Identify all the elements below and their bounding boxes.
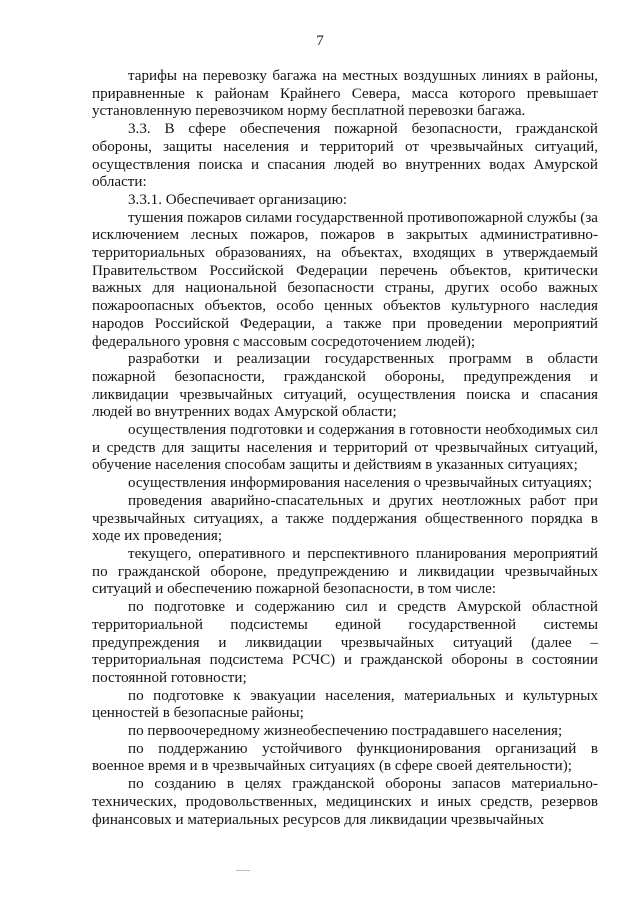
document-body [92, 68, 598, 829]
paragraph-planning: текущего, оперативного и перспективного планирования мероприятий по гражданской обороне, предупреждению и ликвидации чрезвычайных ситуаций и обеспечению пожарной безопасности, в том числе: [92, 545, 598, 598]
paragraph-forces-readiness: осуществления подготовки и содержания в готовности необходимых сил и средств для защиты населения и территорий от чрезвычайных ситуаций, обучение населения способам защиты и действиям в указанных ситуациях; [92, 422, 598, 474]
paragraph-section-3-3: 3.3. В сфере обеспечения пожарной безопасности, гражданской обороны, защиты населения и территорий от чрезвычайных ситуаций, осуществления поиска и спасания людей во внутренних водах Амурской области: [92, 121, 598, 191]
paragraph-section-3-3-1: 3.3.1. Обеспечивает организацию: [128, 191, 348, 208]
paragraph-reserves: по созданию в целях гражданской обороны запасов материально-технических, продовольственных, медицинских и иных средств, резервов финансовых и материальных ресурсов для ликвидации чрезвычайных [92, 776, 598, 828]
paragraph-rschs-readiness: по подготовке и содержанию сил и средств Амурской областной территориальной подсистемы единой государственной системы предупреждения и ликвидации чрезвычайных ситуаций (далее – территориальная подсистема РСЧС) и гражданской обороны в состоянии постоянной готовности; [92, 599, 598, 686]
paragraph-life-support: по первоочередному жизнеобеспечению пострадавшего населения; [128, 723, 563, 740]
paragraph-evacuation: по подготовке к эвакуации населения, материальных и культурных ценностей в безопасные районы; [92, 687, 598, 722]
scan-artifact [236, 870, 250, 871]
paragraph-baggage-tariffs: тарифы на перевозку багажа на местных воздушных линиях в районы, приравненные к районам Крайнего Севера, масса которого превышает установленную перевозчиком норму бесплатной перевозки багажа. [92, 68, 598, 120]
paragraph-sustainable-functioning: по поддержанию устойчивого функционирования организаций в военное время и в чрезвычайных ситуациях (в сфере своей деятельности); [92, 740, 598, 775]
page-number: 7 [316, 33, 324, 49]
paragraph-rescue-works: проведения аварийно-спасательных и других неотложных работ при чрезвычайных ситуациях, а также поддержания общественного порядка в ходе их проведения; [92, 492, 598, 545]
paragraph-fire-extinguishing: тушения пожаров силами государственной противопожарной службы (за исключением лесных пожаров, пожаров в закрытых административно-территориальных образованиях, на объектах, входящих в утверждаемый Правительством Российской Федерации перечень объектов, критически важных для национальной безопасности страны, других особо важных пожароопасных объектов, особо ценных объектов культурного наследия народов Российской Федерации, а также при проведении мероприятий федерального уровня с массовым сосредоточением людей); [92, 209, 598, 350]
paragraph-state-programs: разработки и реализации государственных программ в области пожарной безопасности, гражданской обороны, предупреждения и ликвидации чрезвычайных ситуаций, осуществления поиска и спасания людей во внутренних водах Амурской области; [92, 351, 598, 421]
paragraph-population-informing: осуществления информирования населения о чрезвычайных ситуациях; [128, 475, 593, 492]
